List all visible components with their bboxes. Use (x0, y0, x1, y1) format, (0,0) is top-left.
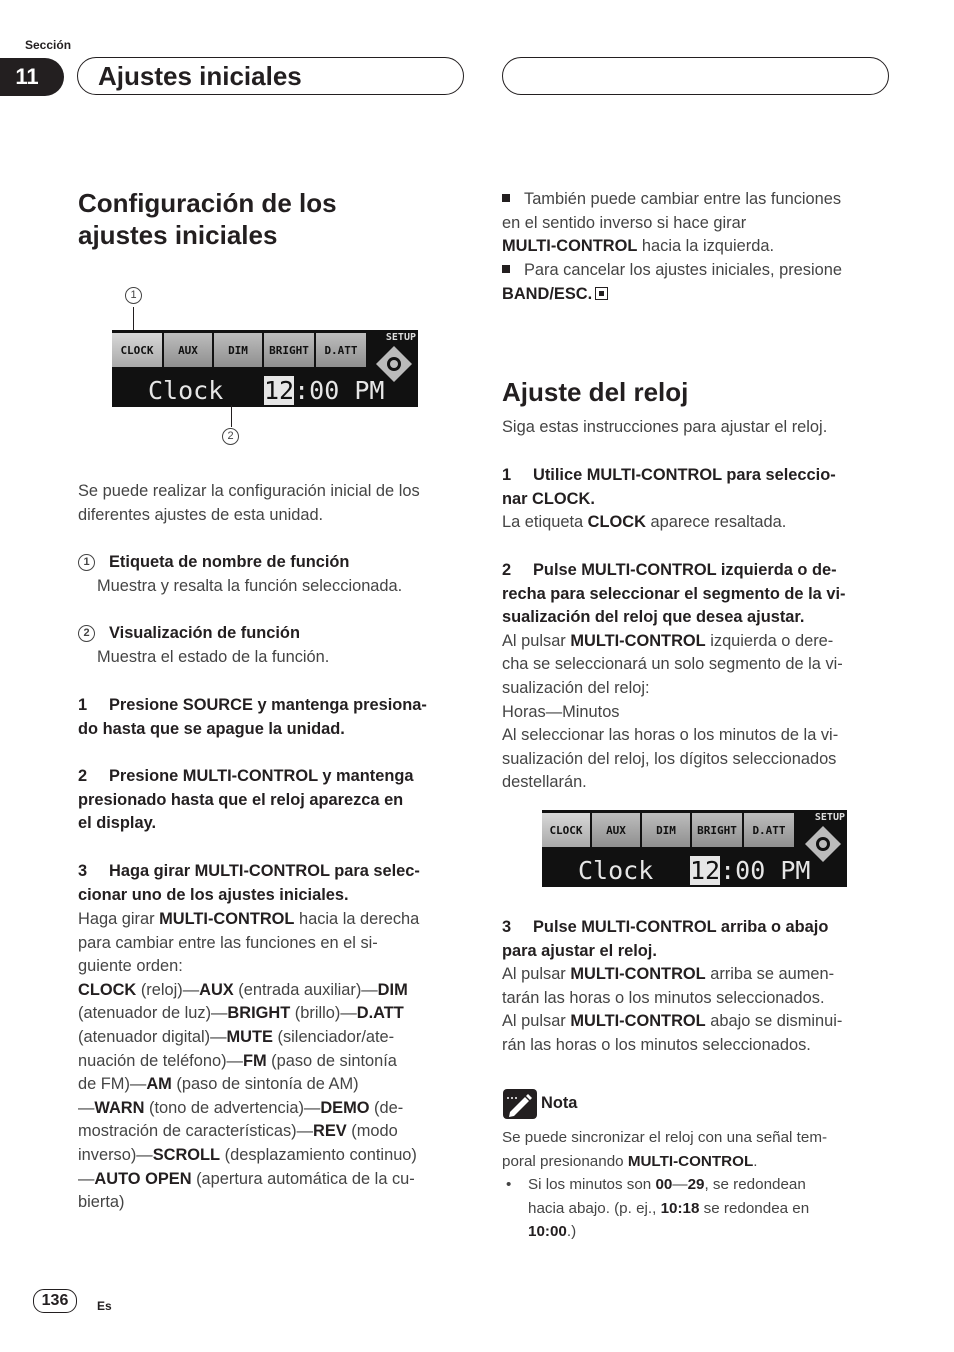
lcd-tab-datt: D.ATT (316, 333, 366, 367)
heading-line-1: Configuración de los (78, 188, 337, 218)
lcd-tab-bright: BRIGHT (692, 813, 742, 847)
lcd-mode-text: Clock (148, 376, 224, 405)
callout-2: 2 (222, 428, 239, 446)
lcd-tab-aux: AUX (592, 813, 640, 847)
lcd-time (690, 857, 810, 885)
callout-1: 1 (125, 287, 142, 305)
lcd-tab-clock: CLOCK (542, 813, 590, 847)
clock-heading: Ajuste del reloj (502, 377, 689, 407)
header-title: Ajustes iniciales (98, 61, 302, 91)
note-title: Nota (541, 1094, 578, 1112)
bullet-cancel: Para cancelar los ajustes iniciales, presione BAND/ESC. (502, 261, 842, 303)
language-code: Es (97, 1299, 112, 1313)
intro-paragraph: Se puede realizar la configuración inicial de los diferentes ajustes de esta unidad. (78, 482, 420, 524)
note-icon (503, 1089, 537, 1119)
clock-intro: Siga estas instrucciones para ajustar el reloj. (502, 418, 828, 436)
left-heading (78, 187, 468, 251)
step-3-body: Haga girar MULTI-CONTROL hacia la derecha para cambiar entre las funciones en el si- guiente orden: CLOCK (reloj)—AUX (entrada auxiliar)—DIM (atenuador de luz)—BRIGHT (brillo)—D.ATT (atenuador digital)—MUTE (silenciador/ate- nuación de teléfono)—FM (paso de sintonía de FM)—AM (paso de sintonía de AM) —WARN (tono de advertencia)—DEMO (de- mostración de características)—REV (modo inverso)—SCROLL (desplazamiento continuo) —AUTO OPEN (apertura automática de la cu- bierta) (78, 910, 420, 1212)
end-mark-icon (595, 287, 608, 300)
step-1: 1 Presione SOURCE y mantenga presiona- do hasta que se apague la unidad. (78, 696, 427, 738)
lcd-tab-bright: BRIGHT (264, 333, 314, 367)
lcd-time (264, 377, 384, 405)
heading-line-2: ajustes iniciales (78, 220, 278, 250)
bullet-reverse: También puede cambiar entre las funciones en el sentido inverso si hace girar MULTI-CONTROL hacia la izquierda. (502, 190, 842, 256)
note-body: Se puede sincronizar el reloj con una señal tem- poral presionando MULTI-CONTROL. • Si los minutos son 00—29, se redondean hacia abajo. (p. ej., 10:18 se redondea en 10:00.) (502, 1129, 828, 1240)
lcd-tab-dim: DIM (214, 333, 262, 367)
bullet-square-icon (502, 265, 510, 273)
legend-item-1: 1 Etiqueta de nombre de función Muestra y resalta la función seleccionada. (78, 551, 468, 598)
note-bullet: • (506, 1176, 512, 1193)
step-2: 2 Presione MULTI-CONTROL y mantenga presionado hasta que el reloj aparezca en el display. (78, 767, 414, 833)
lcd-setup-label: SETUP (814, 812, 845, 823)
header-empty-box (502, 57, 889, 95)
lcd-display-1 (112, 330, 418, 407)
callout-2-line (231, 405, 232, 427)
lcd-hour: 12 (264, 376, 295, 405)
lcd-mode-text: Clock (578, 856, 654, 885)
lcd-tab-aux: AUX (164, 333, 212, 367)
clock-step-3: 3 Pulse MULTI-CONTROL arriba o abajo para ajustar el reloj. Al pulsar MULTI-CONTROL arriba se aumen- tarán las horas o los minutos seleccionados. Al pulsar MULTI-CONTROL abajo se disminui- rán las horas o los minutos seleccionados. (502, 918, 843, 1054)
section-number: 11 (0, 58, 64, 96)
lcd-tab-clock: CLOCK (112, 333, 162, 367)
lcd-tab-dim: DIM (642, 813, 690, 847)
lcd-minutes: :00 PM (294, 376, 385, 405)
step-3: 3 Haga girar MULTI-CONTROL para selec- cionar uno de los ajustes iniciales. (78, 862, 420, 904)
lcd-display-2 (542, 810, 847, 887)
bullet-square-icon (502, 194, 510, 202)
lcd-minutes: :00 PM (720, 856, 811, 885)
legend-item-2: 2 Visualización de función Muestra el estado de la función. (78, 622, 468, 669)
lcd-hour: 12 (690, 856, 721, 885)
lcd-setup-label: SETUP (385, 332, 416, 343)
clock-step-1: 1 Utilice MULTI-CONTROL para seleccio- nar CLOCK. La etiqueta CLOCK aparece resaltada. (502, 466, 836, 532)
lcd-tab-datt: D.ATT (744, 813, 794, 847)
page-number: 136 (33, 1289, 77, 1313)
section-label: Sección (25, 38, 72, 52)
clock-step-2: 2 Pulse MULTI-CONTROL izquierda o de- recha para seleccionar el segmento de la vi- sualización del reloj que desea ajustar. Al pulsar MULTI-CONTROL izquierda o dere- cha se seleccionará un solo segmento de la vi- sualización del reloj: Horas—Minutos Al seleccionar las horas o los minutos de la vi- sualización del reloj, los dígitos seleccionados destellarán. (502, 561, 846, 792)
